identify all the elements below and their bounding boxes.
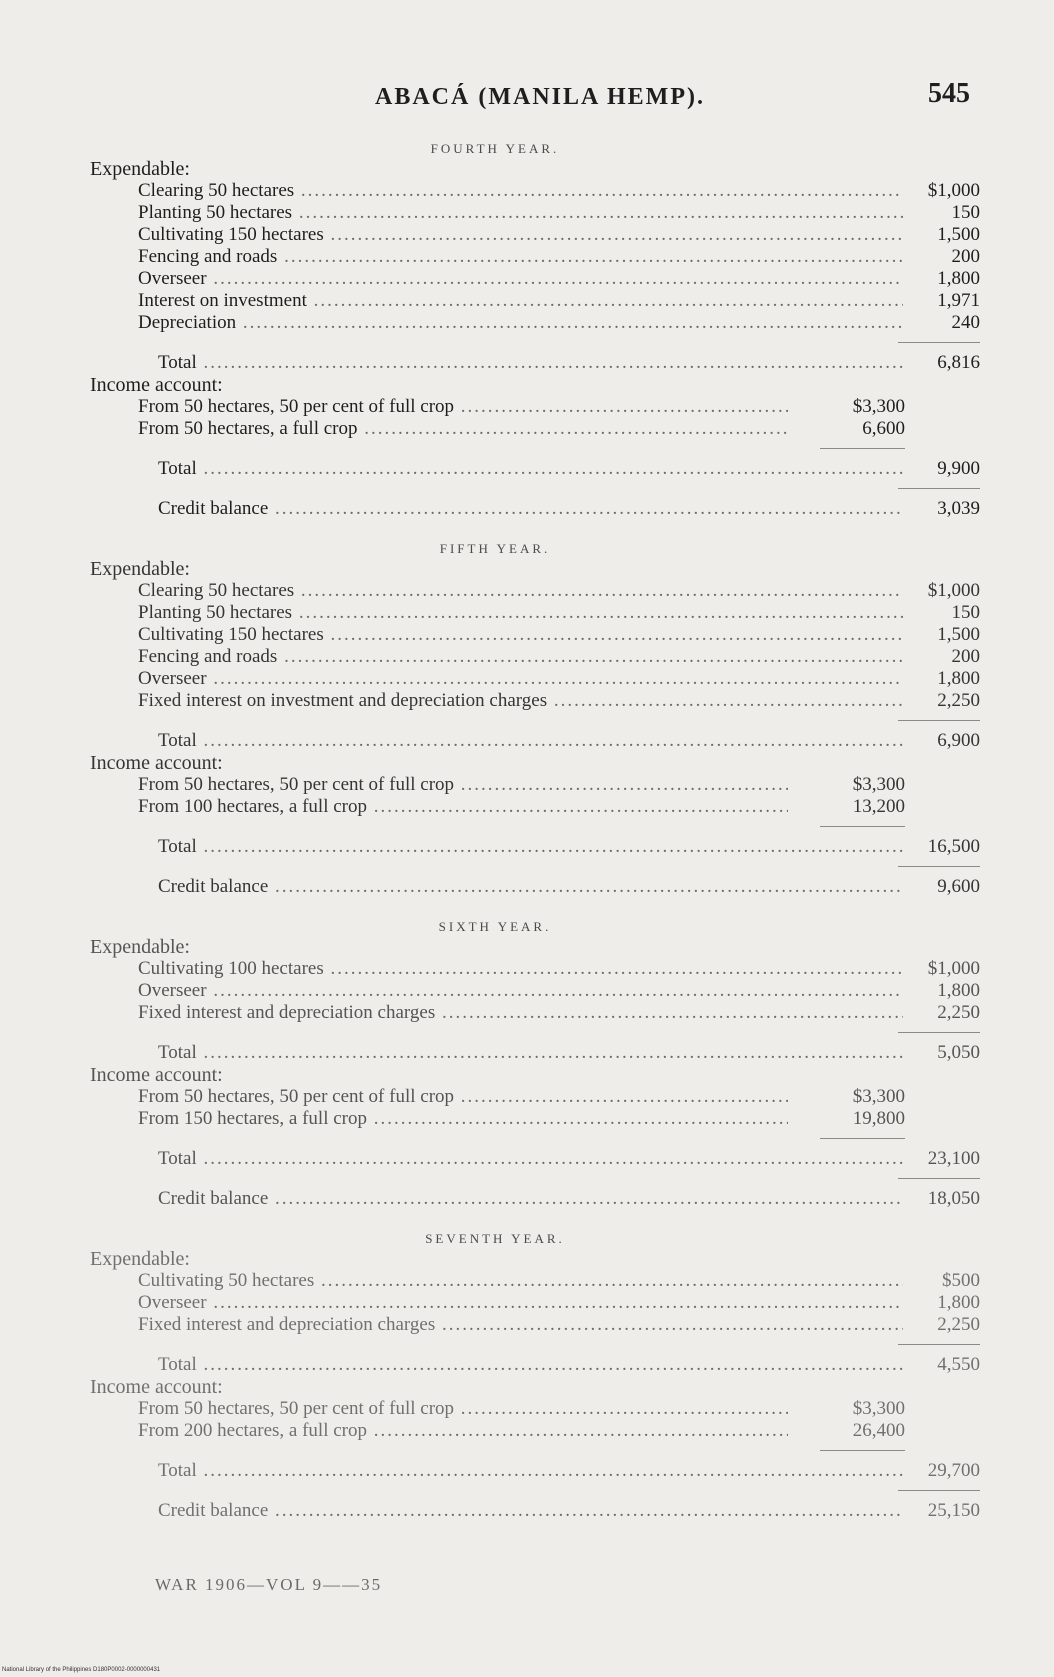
total-rule xyxy=(898,1344,980,1345)
rule-gap xyxy=(90,858,980,876)
expense-row xyxy=(90,290,980,312)
credit-balance-row xyxy=(90,498,980,520)
income-row-label: From 100 hectares, a full crop ..... xyxy=(138,796,788,818)
library-note: National Library of the Philippines D180P0002-0000000431 xyxy=(2,1667,161,1673)
expense-row xyxy=(90,246,980,268)
total-label: Total ..... xyxy=(158,1148,903,1170)
total-label: Total ..... xyxy=(158,352,903,374)
credit-balance-row xyxy=(90,1188,980,1210)
expense-amount: 1,800 xyxy=(937,980,980,1001)
expense-label: Clearing 50 hectares ..... xyxy=(138,580,903,602)
expense-row xyxy=(90,224,980,246)
income-amount: 26,400 xyxy=(852,1420,905,1441)
expense-total-row xyxy=(90,730,980,752)
expense-row xyxy=(90,668,980,690)
total-label: Total ..... xyxy=(158,1042,903,1064)
income-row-label: From 150 hectares, a full crop ..... xyxy=(138,1108,788,1130)
credit-balance-row xyxy=(90,876,980,898)
rule-gap xyxy=(90,440,980,458)
rule-gap xyxy=(90,1482,980,1500)
income-row-label: From 50 hectares, 50 per cent of full crop ..... xyxy=(138,1398,788,1420)
income-row-label: From 200 hectares, a full crop ..... xyxy=(138,1420,788,1442)
expense-total-row xyxy=(90,352,980,374)
expense-label: Cultivating 100 hectares ..... xyxy=(138,958,903,980)
expense-amount: $500 xyxy=(942,1270,980,1291)
expense-label: Fixed interest on investment and depreciation charges ..... xyxy=(138,690,903,712)
income-row xyxy=(90,418,980,440)
total-rule xyxy=(898,488,980,489)
year-heading: SEVENTH YEAR. xyxy=(425,1231,565,1246)
expendable-label: Expendable: xyxy=(90,1248,190,1270)
rule-gap xyxy=(90,480,980,498)
rule-gap xyxy=(90,334,980,352)
credit-label: Credit balance ..... xyxy=(158,1500,903,1522)
expense-row xyxy=(90,1314,980,1336)
expense-row xyxy=(90,580,980,602)
section-seventh-year xyxy=(90,1230,980,1522)
income-row xyxy=(90,1398,980,1420)
income-amount: $3,300 xyxy=(852,1086,905,1107)
running-title: ABACÁ (MANILA HEMP). xyxy=(375,84,705,110)
income-row xyxy=(90,796,980,818)
section-fourth-year xyxy=(90,140,980,520)
expense-label: Depreciation ..... xyxy=(138,312,903,334)
income-row-label: From 50 hectares, 50 per cent of full crop ..... xyxy=(138,774,788,796)
total-label: Total ..... xyxy=(158,458,903,480)
total-rule xyxy=(898,866,980,867)
expense-amount: 2,250 xyxy=(937,1314,980,1335)
income-total-row xyxy=(90,1148,980,1170)
total-rule xyxy=(898,720,980,721)
income-row xyxy=(90,396,980,418)
income-row-label: From 50 hectares, 50 per cent of full crop ..... xyxy=(138,1086,788,1108)
income-label: Income account: xyxy=(90,752,223,774)
expense-total: 5,050 xyxy=(937,1042,980,1063)
section-sixth-year xyxy=(90,918,980,1210)
expense-amount: $1,000 xyxy=(927,580,980,601)
income-total: 9,900 xyxy=(937,458,980,479)
expense-amount: 1,800 xyxy=(937,668,980,689)
credit-balance: 3,039 xyxy=(937,498,980,519)
expense-row xyxy=(90,268,980,290)
expense-row xyxy=(90,202,980,224)
total-label: Total ..... xyxy=(158,836,903,858)
expense-label: Overseer ..... xyxy=(138,268,903,290)
credit-balance: 18,050 xyxy=(927,1188,980,1209)
total-label: Total ..... xyxy=(158,1354,903,1376)
income-amount: 6,600 xyxy=(862,418,905,439)
expendable-label: Expendable: xyxy=(90,558,190,580)
signature-mark: WAR 1906—VOL 9——35 xyxy=(155,1575,383,1594)
expense-label: Fencing and roads ..... xyxy=(138,646,903,668)
credit-balance: 25,150 xyxy=(927,1500,980,1521)
expense-amount: 2,250 xyxy=(937,1002,980,1023)
expense-label: Interest on investment ..... xyxy=(138,290,903,312)
income-total: 23,100 xyxy=(927,1148,980,1169)
income-row-label: From 50 hectares, 50 per cent of full crop ..... xyxy=(138,396,788,418)
expense-amount: 150 xyxy=(951,202,980,223)
expense-row xyxy=(90,1270,980,1292)
expense-label: Cultivating 150 hectares ..... xyxy=(138,224,903,246)
expense-label: Cultivating 50 hectares ..... xyxy=(138,1270,903,1292)
expense-total-row xyxy=(90,1354,980,1376)
income-row xyxy=(90,1420,980,1442)
expense-label: Overseer ..... xyxy=(138,1292,903,1314)
expense-label: Overseer ..... xyxy=(138,980,903,1002)
expense-label: Planting 50 hectares ..... xyxy=(138,202,903,224)
income-total-row xyxy=(90,458,980,480)
expense-total-row xyxy=(90,1042,980,1064)
expense-label: Cultivating 150 hectares ..... xyxy=(138,624,903,646)
total-rule xyxy=(898,1032,980,1033)
rule-gap xyxy=(90,712,980,730)
income-label: Income account: xyxy=(90,1064,223,1086)
rule-gap xyxy=(90,1336,980,1354)
expense-amount: $1,000 xyxy=(927,180,980,201)
total-label: Total ..... xyxy=(158,730,903,752)
expense-total: 4,550 xyxy=(937,1354,980,1375)
subtotal-rule xyxy=(820,448,905,449)
rule-gap xyxy=(90,1024,980,1042)
credit-label: Credit balance ..... xyxy=(158,876,903,898)
ledger-content xyxy=(90,140,980,1522)
expense-row xyxy=(90,980,980,1002)
expense-row xyxy=(90,690,980,712)
expense-amount: 200 xyxy=(951,246,980,267)
rule-gap xyxy=(90,1170,980,1188)
expense-amount: 1,800 xyxy=(937,268,980,289)
expense-amount: 1,800 xyxy=(937,1292,980,1313)
credit-label: Credit balance ..... xyxy=(158,1188,903,1210)
expense-row xyxy=(90,602,980,624)
expense-amount: 1,971 xyxy=(937,290,980,311)
expense-amount: 1,500 xyxy=(937,624,980,645)
income-total-row xyxy=(90,1460,980,1482)
rule-gap xyxy=(90,1130,980,1148)
expense-total: 6,900 xyxy=(937,730,980,751)
expense-row xyxy=(90,646,980,668)
expense-row xyxy=(90,958,980,980)
expense-total: 6,816 xyxy=(937,352,980,373)
credit-balance-row xyxy=(90,1500,980,1522)
credit-label: Credit balance ..... xyxy=(158,498,903,520)
income-label: Income account: xyxy=(90,1376,223,1398)
expense-row xyxy=(90,312,980,334)
expense-row xyxy=(90,1292,980,1314)
income-amount: $3,300 xyxy=(852,1398,905,1419)
income-row xyxy=(90,774,980,796)
total-rule xyxy=(898,1178,980,1179)
year-heading: FOURTH YEAR. xyxy=(430,141,560,156)
rule-gap xyxy=(90,818,980,836)
income-row xyxy=(90,1086,980,1108)
expense-label: Overseer ..... xyxy=(138,668,903,690)
expense-amount: 240 xyxy=(951,312,980,333)
income-total: 29,700 xyxy=(927,1460,980,1481)
income-total: 16,500 xyxy=(927,836,980,857)
subtotal-rule xyxy=(820,1138,905,1139)
credit-balance: 9,600 xyxy=(937,876,980,897)
income-total-row xyxy=(90,836,980,858)
total-label: Total ..... xyxy=(158,1460,903,1482)
income-row xyxy=(90,1108,980,1130)
expense-amount: 150 xyxy=(951,602,980,623)
expendable-label: Expendable: xyxy=(90,158,190,180)
income-amount: 13,200 xyxy=(852,796,905,817)
expense-row xyxy=(90,180,980,202)
expense-amount: $1,000 xyxy=(927,958,980,979)
subtotal-rule xyxy=(820,826,905,827)
expense-row xyxy=(90,1002,980,1024)
page-number: 545 xyxy=(928,78,970,109)
expense-label: Fixed interest and depreciation charges ..... xyxy=(138,1314,903,1336)
expense-amount: 2,250 xyxy=(937,690,980,711)
income-amount: 19,800 xyxy=(852,1108,905,1129)
income-amount: $3,300 xyxy=(852,774,905,795)
expense-label: Clearing 50 hectares ..... xyxy=(138,180,903,202)
running-head xyxy=(0,78,1054,118)
income-row-label: From 50 hectares, a full crop ..... xyxy=(138,418,788,440)
subtotal-rule xyxy=(820,1450,905,1451)
expense-label: Fencing and roads ..... xyxy=(138,246,903,268)
expense-amount: 200 xyxy=(951,646,980,667)
income-amount: $3,300 xyxy=(852,396,905,417)
expense-amount: 1,500 xyxy=(937,224,980,245)
expendable-label: Expendable: xyxy=(90,936,190,958)
income-label: Income account: xyxy=(90,374,223,396)
total-rule xyxy=(898,342,980,343)
year-heading: SIXTH YEAR. xyxy=(438,919,552,934)
expense-label: Planting 50 hectares ..... xyxy=(138,602,903,624)
expense-row xyxy=(90,624,980,646)
year-heading: FIFTH YEAR. xyxy=(439,541,551,556)
rule-gap xyxy=(90,1442,980,1460)
total-rule xyxy=(898,1490,980,1491)
expense-label: Fixed interest and depreciation charges ..... xyxy=(138,1002,903,1024)
section-fifth-year xyxy=(90,540,980,898)
